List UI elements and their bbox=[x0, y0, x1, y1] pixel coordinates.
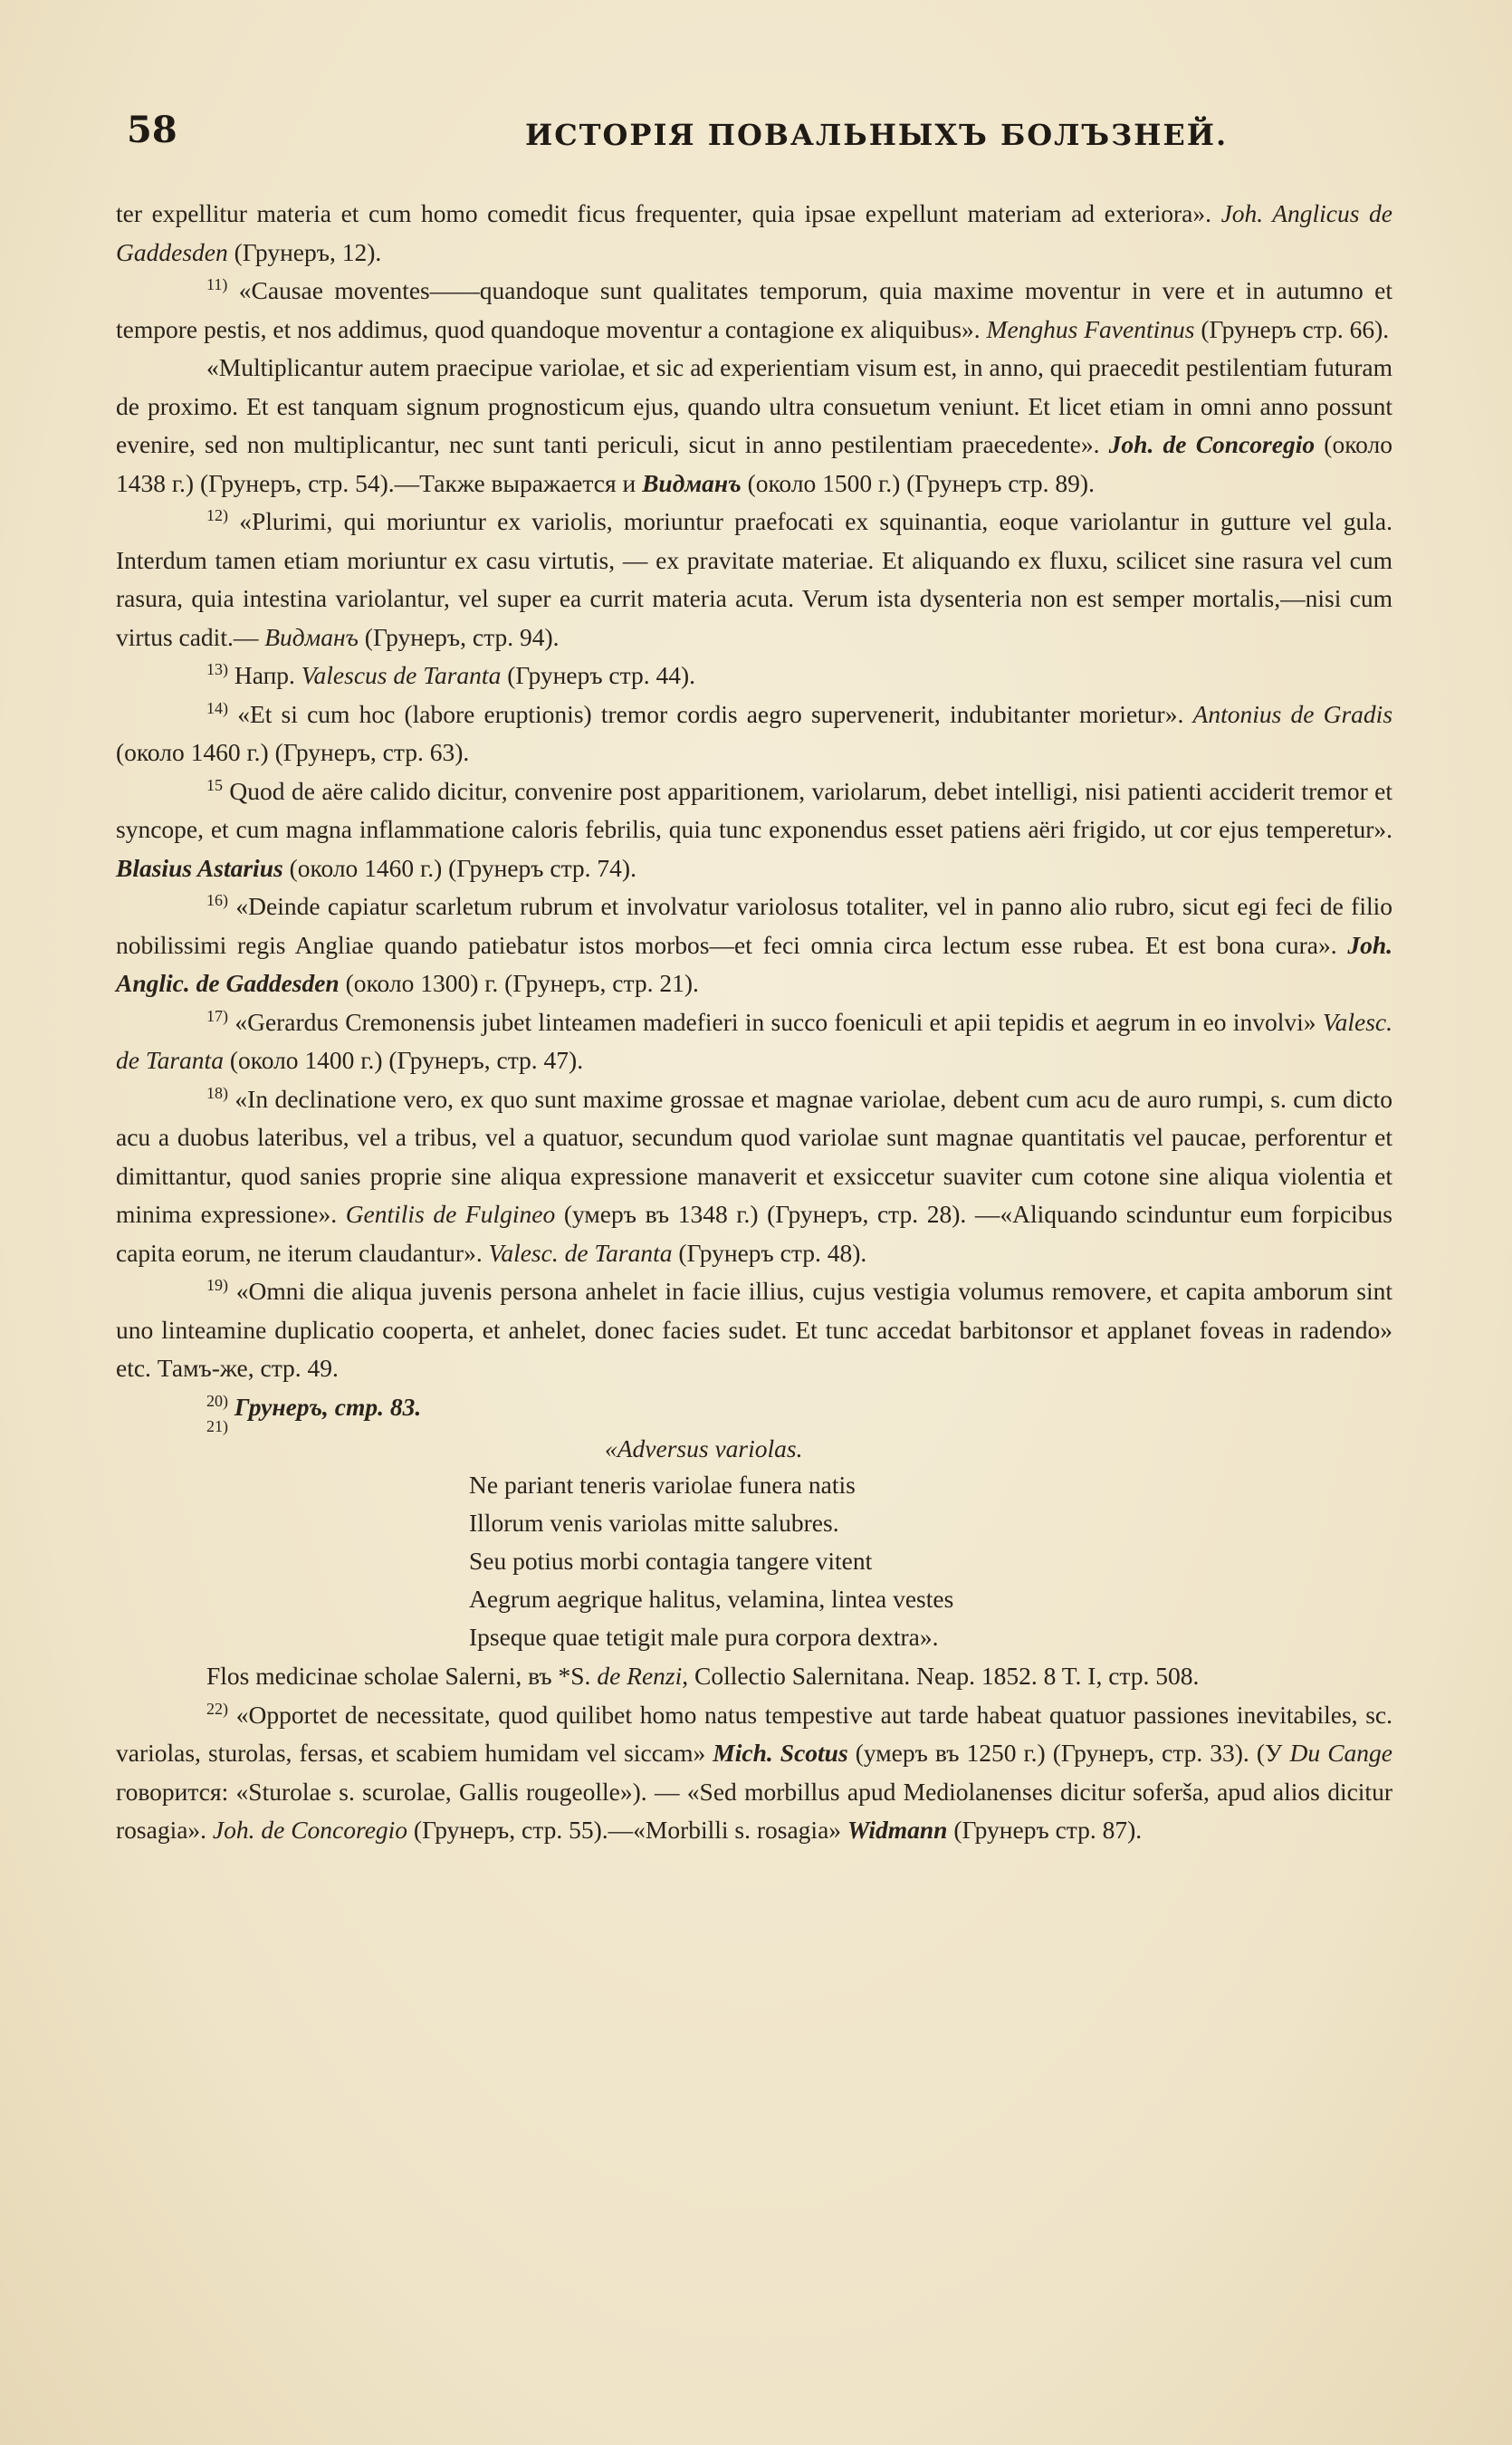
footnote-number: 20) bbox=[206, 1391, 228, 1410]
footnote-number: 18) bbox=[206, 1083, 228, 1102]
citation-source: (Грунеръ стр. 44). bbox=[507, 661, 696, 689]
citation-source: (около 1438 г.) (Грунеръ, стр. 54).—Также выражается и bbox=[116, 430, 1393, 497]
page-number: 58 bbox=[127, 109, 177, 151]
footnote-text: Грунеръ, стр. 83. bbox=[234, 1392, 422, 1421]
footnote-21-poem: 21) «Adversus variolas. Ne pariant teneris variolae funera natis Illorum venis variolas mitte salubres. Seu potius morbi contagia tangere vitent Aegrum aegrique halitus, velamina, lintea vestes Ipseque quae tetigit male pura corpora dextra». bbox=[116, 1426, 1392, 1657]
footnote-11-continued bbox=[116, 349, 1392, 503]
citation: Antonius de Gradis bbox=[1192, 699, 1393, 728]
footnote-text: «Deinde capiatur scarletum rubrum et involvatur variolosus totaliter, vel in panno alio rubro, sicut egi feci de filio nobilissimi regis Angliae quando patiebatur istos morbos—et feci omnia circa lectum esse rubea. Et est bona cura». bbox=[116, 892, 1393, 959]
citation: Blasius Astarius bbox=[116, 853, 283, 882]
citation-source: (около 1460 г.) (Грунеръ стр. 74). bbox=[289, 853, 636, 882]
footnote-text: «In declinatione vero, ex quo sunt maxime grossae et magnae variolae, debent cum acu de auro rumpi, s. cum dicto acu a duobus lateribus, vel a tribus, vel a quatuor, secundum quod variolae sunt magnae quantitatis vel paucae, perforentur et dimittantur, quod sanies proprie sine aliqua expressione manaverit et exsiccetur suaviter cum cotone sine aliqua violentia et minima expressione». bbox=[116, 1084, 1393, 1228]
footnote-text: «Omni die aliqua juvenis persona anhelet in facie illius, cujus vestigia volumus removere, et capita amborum sint uno linteamine duplicatio cooperta, et anhelet, donec facies sudet. Et tunc accedat barbitonsor et applanet foveas in radendo» etc. Тамъ-же, стр. 49. bbox=[116, 1277, 1392, 1382]
footnote-20 bbox=[116, 1388, 1392, 1427]
poem-line: Illorum venis variolas mitte salubres. bbox=[469, 1509, 839, 1537]
poem-line: Ne pariant teneris variolae funera natis bbox=[469, 1471, 856, 1499]
footnote-number: 16) bbox=[206, 890, 228, 909]
footnote-19 bbox=[116, 1272, 1392, 1388]
footnote-text: «Gerardus Cremonensis jubet linteamen madefieri in succo foeniculi et apii tepidis et aegrum in eo involvi» bbox=[234, 1007, 1316, 1036]
poem-line: Seu potius morbi contagia tangere vitent bbox=[469, 1547, 873, 1575]
citation-source: говорится: «Sturolae s. scurolae, Gallis rougeolle»). — «Sed morbillus apud Mediolanenses dicitur soferša, apud alios dicitur rosagia». bbox=[116, 1777, 1392, 1844]
citation-source: (около 1500 г.) (Грунеръ стр. 89). bbox=[747, 468, 1095, 497]
citation-source: (Грунеръ, 12). bbox=[234, 237, 382, 266]
footnote-number: 11) bbox=[206, 274, 228, 293]
footnote-continuation bbox=[116, 195, 1392, 272]
footnote-number: 19) bbox=[206, 1275, 228, 1294]
footnote-11 bbox=[116, 272, 1392, 349]
citation-source: (Грунеръ, стр. 55).—«Morbilli s. rosagia» bbox=[413, 1816, 842, 1844]
citation-source: (Грунеръ стр. 66). bbox=[1201, 314, 1390, 343]
citation: Du Cange bbox=[1289, 1739, 1392, 1767]
footnote-22 bbox=[116, 1696, 1392, 1850]
citation-source: (Грунеръ стр. 87). bbox=[953, 1816, 1143, 1844]
citation: Видманъ bbox=[642, 468, 742, 497]
footnote-number: 15 bbox=[206, 775, 223, 794]
footnote-14 bbox=[116, 695, 1392, 772]
citation-source: (умеръ въ 1250 г.) (Грунеръ, стр. 33). (У bbox=[855, 1739, 1283, 1767]
footnote-text: Quod de aëre calido dicitur, convenire post apparitionem, variolarum, debet intelligi, nisi patienti acciderit tremor et syncope, et cum magna inflammatione caloris febrilis, quia tunc exponendus esset patiens aëri frigido, ut cor ejus temperetur». bbox=[116, 776, 1392, 843]
footnote-13 bbox=[116, 657, 1392, 695]
citation: Valesc. de Taranta bbox=[116, 1007, 1393, 1074]
footnotes-body bbox=[116, 195, 1392, 1850]
footnote-16 bbox=[116, 887, 1392, 1003]
footnote-text: «Causae moventes——quandoque sunt qualitates temporum, quia maxime moventur in vere et in autumno et tempore pestis, et nos addimus, quod quandoque moventur a contagione ex aliquibus». bbox=[116, 276, 1393, 343]
poem-line: Ipseque quae tetigit male pura corpora dextra». bbox=[469, 1623, 939, 1651]
footnote-text: ter expellitur materia et cum homo comedit ficus frequenter, quia ipsae expellunt materiam ad exteriora». bbox=[116, 199, 1211, 227]
citation: Видманъ bbox=[264, 622, 359, 651]
citation-source: (около 1400 г.) (Грунеръ, стр. 47). bbox=[229, 1046, 584, 1074]
citation: Valesc. de Taranta bbox=[488, 1238, 673, 1267]
footnote-18 bbox=[116, 1080, 1392, 1273]
footnote-text: «Plurimi, qui moriuntur ex variolis, moriuntur praefocati ex squinantia, eoque variolantur in gutture vel gula. Interdum tamen etiam moriuntur ex casu virtutis, — ex pravitate materiae. Et aliquando ex fluxu, scilicet sine rasura vel cum rasura, quia intestina variolantur, vel super ea currit materia acuta. Verum ista dysenteria non est semper mortalis,—nisi cum virtus cadit.— bbox=[116, 507, 1392, 651]
footnote-number: 22) bbox=[206, 1699, 228, 1718]
citation: Gentilis de Fulgineo bbox=[345, 1200, 556, 1228]
citation: Joh. de Concoregio bbox=[212, 1816, 408, 1844]
footnote-number: 14) bbox=[206, 698, 228, 717]
footnote-number: 12) bbox=[206, 505, 228, 524]
poem-source bbox=[116, 1657, 1392, 1696]
citation-source: (около 1460 г.) (Грунеръ, стр. 63). bbox=[116, 738, 470, 766]
footnote-text: «Opportet de necessitate, quod quilibet homo natus tempestive aut tarde habeat quatuor passiones inevitabiles, sc. variolas, sturolas, fersas, et scabiem humidam vel siccam» bbox=[116, 1700, 1393, 1767]
citation: Menghus Faventinus bbox=[986, 314, 1195, 343]
citation: Valescus de Taranta bbox=[301, 661, 502, 689]
citation-source: (умеръ въ 1348 г.) (Грунеръ, стр. 28). —«Aliquando scinduntur eum forpicibus capita eorum, ne iterum claudantur». bbox=[116, 1200, 1393, 1267]
footnote-number: 13) bbox=[206, 659, 228, 678]
footnote-text: Напр. bbox=[234, 661, 295, 689]
footnote-15 bbox=[116, 772, 1392, 888]
citation: Joh. de Concoregio bbox=[1108, 430, 1316, 458]
footnote-text: Flos medicinae scholae Salerni, въ *S. bbox=[206, 1662, 591, 1690]
running-title: ИСТОРІЯ ПОВАЛЬНЫХЪ БОЛЪЗНЕЙ. bbox=[525, 118, 1229, 152]
footnote-17 bbox=[116, 1003, 1392, 1080]
poem-title: «Adversus variolas. bbox=[605, 1434, 803, 1462]
citation: Joh. Anglic. de Gaddesden bbox=[116, 930, 1393, 997]
citation-source: (Грунеръ стр. 48). bbox=[678, 1238, 867, 1267]
citation: Widmann bbox=[847, 1816, 948, 1844]
footnote-text: «Multiplicantur autem praecipue variolae, et sic ad experientiam visum est, in anno, qui praecedit pestilentiam futuram de proximo. Et est tanquam signum prognosticum ejus, quando ultra consuetum veniunt. Et licet etiam in omni anno possunt evenire, sed non multiplicantur, nec sunt tanti periculi, sicut in anno pestilentiam praecedente». bbox=[116, 353, 1392, 458]
citation-source: (Грунеръ, стр. 94). bbox=[364, 622, 560, 651]
poem-lines bbox=[469, 1466, 953, 1656]
citation: Joh. Anglicus de Gaddesden bbox=[116, 199, 1393, 266]
footnote-text: «Et si cum hoc (labore eruptionis) tremor cordis aegro supervenerit, indubitanter morietur». bbox=[237, 699, 1184, 728]
citation: de Renzi bbox=[597, 1662, 683, 1690]
citation: Mich. Scotus bbox=[713, 1739, 848, 1767]
citation-source: (около 1300) г. (Грунеръ, стр. 21). bbox=[345, 969, 699, 997]
citation-source: , Collectio Salernitana. Neap. 1852. 8 T. I, стр. 508. bbox=[682, 1662, 1200, 1690]
footnote-number: 17) bbox=[206, 1006, 228, 1025]
footnote-12 bbox=[116, 503, 1392, 657]
page-header bbox=[127, 109, 1385, 163]
poem-line: Aegrum aegrique halitus, velamina, lintea vestes bbox=[469, 1585, 954, 1613]
